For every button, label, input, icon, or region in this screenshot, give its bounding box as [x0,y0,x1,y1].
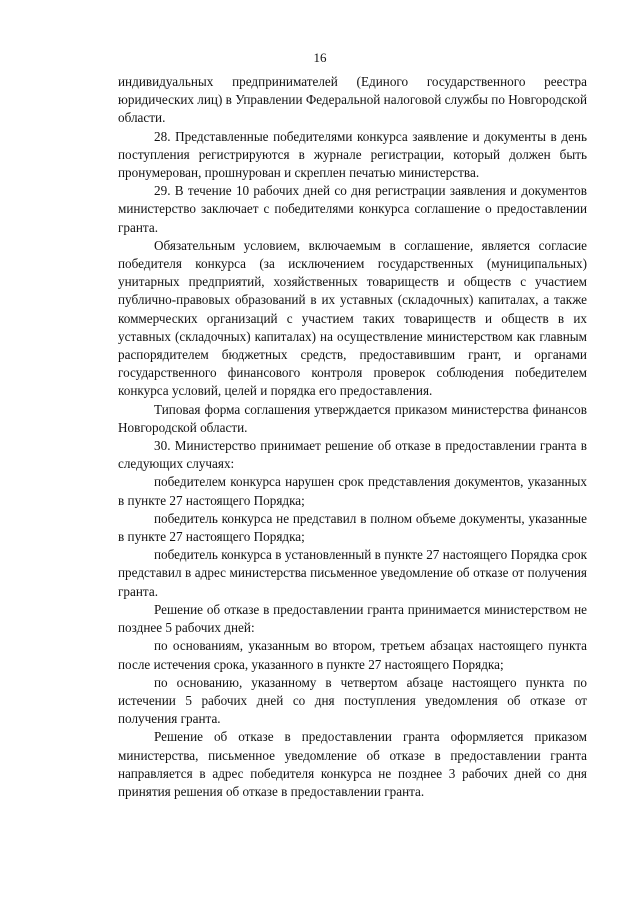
paragraph-mandatory-condition: Обязательным условием, включаемым в соглашение, является согласие победителя конкурса (за исключением государственных (муниципальных) унитарных предприятий, хозяйственных товариществ и обществ с участием публично-правовых образований в их уставных (складочных) капиталах, а также коммерческих организаций с участием таких товариществ и обществ в их уставных (складочных) капиталах) на осуществление министерством как главным распорядителем бюджетных средств, предоставившим грант, и органами государственного финансового контроля проверок соблюдения победителем конкурса условий, целей и порядка его предоставления. [118,237,587,399]
paragraph-decision-notification: Решение об отказе в предоставлении гранта оформляется приказом министерства, письменное уведомление об отказе в предоставлении гранта направляется в адрес победителя конкурса не позднее 3 рабочих дней со дня принятия решения об отказе в предоставлении гранта. [118,729,587,799]
document-body [118,73,587,801]
paragraph-decision-deadline: Решение об отказе в предоставлении гранта принимается министерством не позднее 5 рабочих дней: [118,601,587,636]
page-number: 16 [313,50,327,65]
paragraph-item-30: 30. Министерство принимает решение об отказе в предоставлении гранта в следующих случаях: [118,438,587,472]
paragraph-item-29: 29. В течение 10 рабочих дней со дня регистрации заявления и документов министерство заключает с победителями конкурса соглашение о предоставлении гранта. [118,183,587,235]
paragraph-deadline-basis-2: по основанию, указанному в четвертом абзаце настоящего пункта по истечении 5 рабочих дней со дня поступления уведомления об отказе от получения гранта. [118,674,587,727]
paragraph-continuation: индивидуальных предпринимателей (Единого государственного реестра юридических лиц) в Управлении Федеральной налоговой службы по Новгородской области. [118,74,588,126]
paragraph-refusal-case-3: победитель конкурса в установленный в пункте 27 настоящего Порядка срок представил в адрес министерства письменное уведомление об отказе от получения гранта. [118,547,587,599]
paragraph-deadline-basis-1: по основаниям, указанным во втором, третьем абзацах настоящего пункта после истечения срока, указанного в пункте 27 настоящего Порядка; [118,638,587,672]
paragraph-standard-form: Типовая форма соглашения утверждается приказом министерства финансов Новгородской области. [118,401,587,435]
paragraph-refusal-case-2: победитель конкурса не представил в полном объеме документы, указанные в пункте 27 настоящего Порядка; [118,510,587,545]
paragraph-item-28: 28. Представленные победителями конкурса заявление и документы в день поступления регистрируются в журнале регистрации, который должен быть пронумерован, прошнурован и скреплен печатью министерства. [118,128,587,181]
paragraph-refusal-case-1: победителем конкурса нарушен срок представления документов, указанных в пункте 27 настоящего Порядка; [118,474,587,508]
